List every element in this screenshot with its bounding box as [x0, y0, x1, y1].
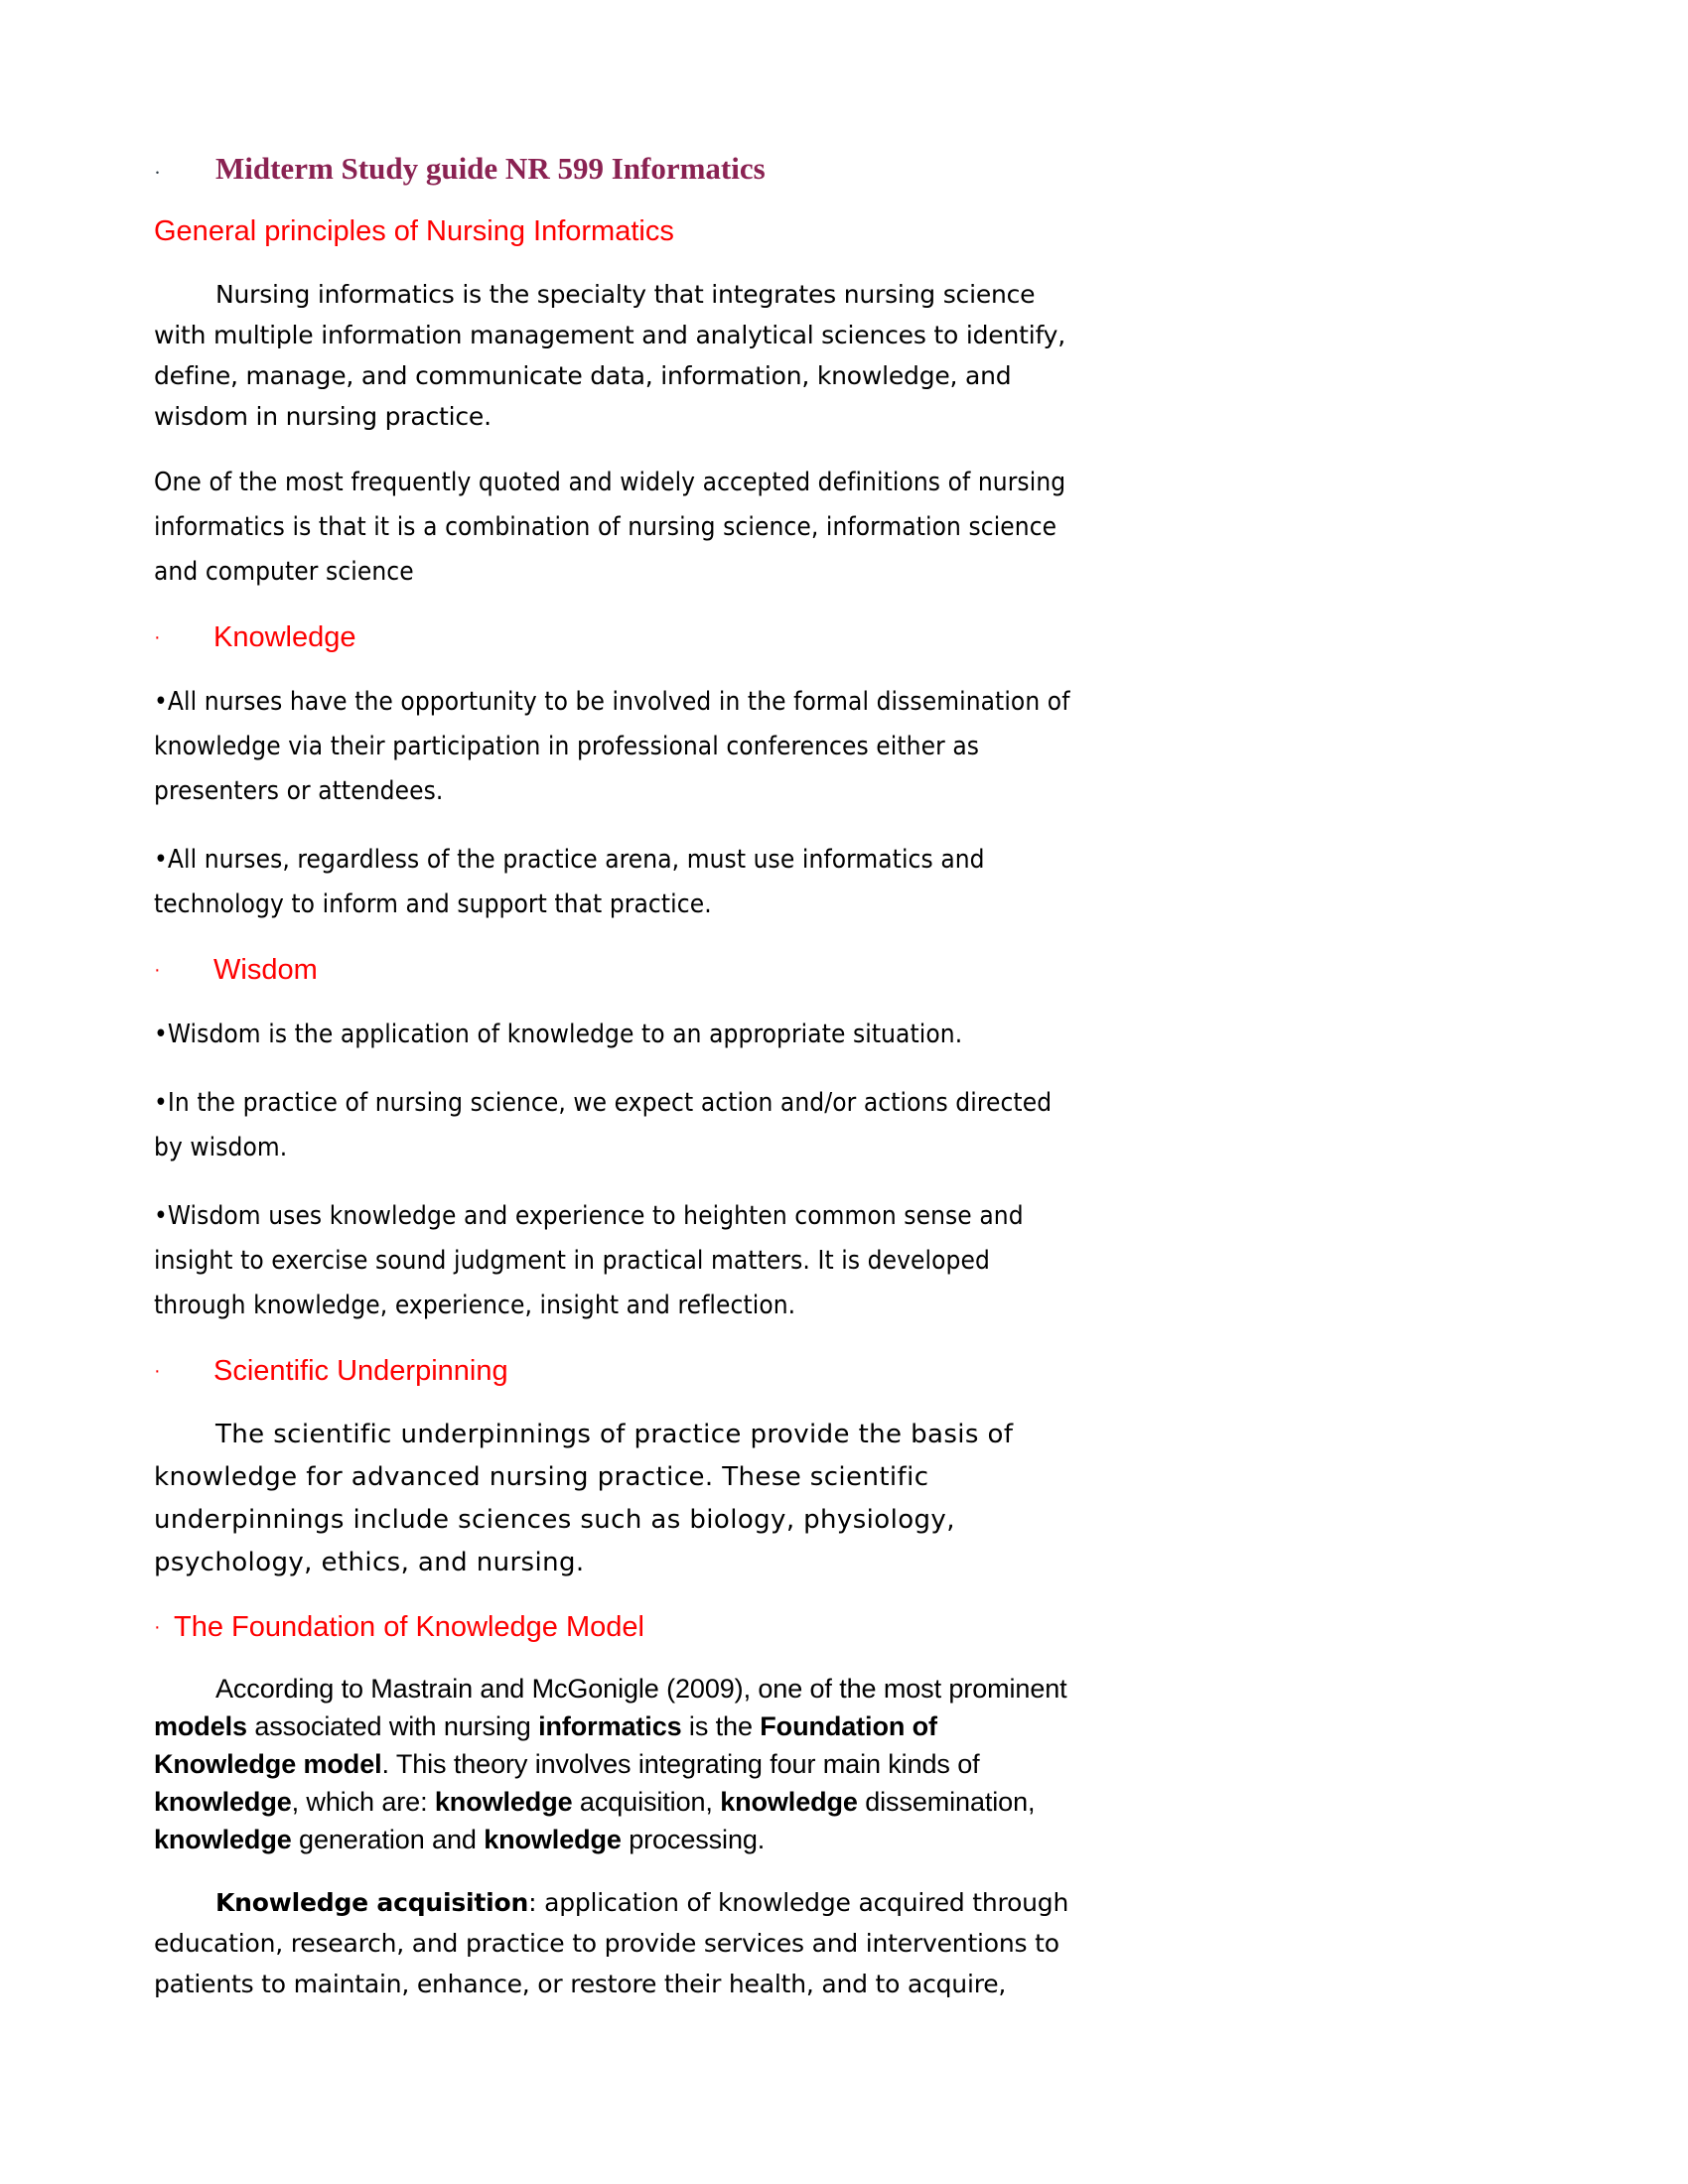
page-title: Midterm Study guide NR 599 Informatics	[215, 151, 766, 186]
wisdom-bullet-2: •In the practice of nursing science, we expect action and/or actions directed by wisdom.	[154, 1088, 1053, 1162]
section-heading-general-principles	[154, 212, 1072, 250]
knowledge-bullet-marker: ·	[154, 626, 161, 648]
section-heading-scientific-underpinning-label: Scientific Underpinning	[213, 1355, 508, 1387]
knowledge-bullet-1: •All nurses have the opportunity to be involved in the formal dissemination of knowledge via their participation in professional conferences either as presenters or attendees.	[154, 687, 1070, 806]
foundation-of-knowledge-bullet-marker: ·	[154, 1616, 161, 1638]
section-heading-scientific-underpinning	[154, 1352, 1072, 1390]
knowledge-bullet-2: •All nurses, regardless of the practice arena, must use informatics and technology to inform and support that practice.	[154, 845, 985, 919]
scientific-underpinning-bullet-marker: ·	[154, 1360, 161, 1382]
section-heading-wisdom	[154, 951, 1072, 989]
section-heading-general-principles-label: General principles of Nursing Informatics	[154, 215, 674, 247]
title-bullet-marker: ·	[154, 161, 161, 185]
wisdom-bullet-3: •Wisdom uses knowledge and experience to heighten common sense and insight to exercise sound judgment in practical matters. It is developed through knowledge, experience, insight and reflection.	[154, 1201, 1024, 1320]
wisdom-bullet-1: •Wisdom is the application of knowledge to an appropriate situation.	[154, 1020, 963, 1049]
paragraph-scientific-underpinning: The scientific underpinnings of practice provide the basis of knowledge for advanced nursing practice. These scientific underpinnings include sciences such as biology, physiology, psychology, ethics, and nursing.	[154, 1420, 1014, 1577]
paragraph-general-principles-2: One of the most frequently quoted and widely accepted definitions of nursing informatics is that it is a combination of nursing science, information science and computer science	[154, 468, 1066, 587]
paragraph-general-principles-1: Nursing informatics is the specialty that integrates nursing science with multiple information management and analytical sciences to identify, define, manage, and communicate data, information, knowledge, and wisdom in nursing practice.	[154, 280, 1065, 431]
document-content	[154, 149, 1072, 2004]
section-heading-knowledge-label: Knowledge	[213, 621, 356, 653]
section-heading-wisdom-label: Wisdom	[213, 954, 318, 986]
section-heading-knowledge	[154, 618, 1072, 656]
section-heading-foundation-of-knowledge-model-label: The Foundation of Knowledge Model	[174, 1611, 644, 1643]
section-heading-foundation-of-knowledge-model	[154, 1608, 1072, 1646]
wisdom-bullet-marker: ·	[154, 959, 161, 981]
paragraph-foundation-of-knowledge-model: According to Mastrain and McGonigle (2009), one of the most prominent models associated with nursing informatics is the Foundation of Knowledge model. This theory involves integrating four main kinds of knowledge, which are: knowledge acquisition, knowledge dissemination, knowledge generation and knowledge processing.	[154, 1674, 1067, 1854]
paragraph-knowledge-acquisition: Knowledge acquisition: application of knowledge acquired through education, research, and practice to provide services and interventions to patients to maintain, enhance, or restore their health, and to acquire,	[154, 1888, 1069, 1998]
document-title-row	[154, 149, 1072, 205]
